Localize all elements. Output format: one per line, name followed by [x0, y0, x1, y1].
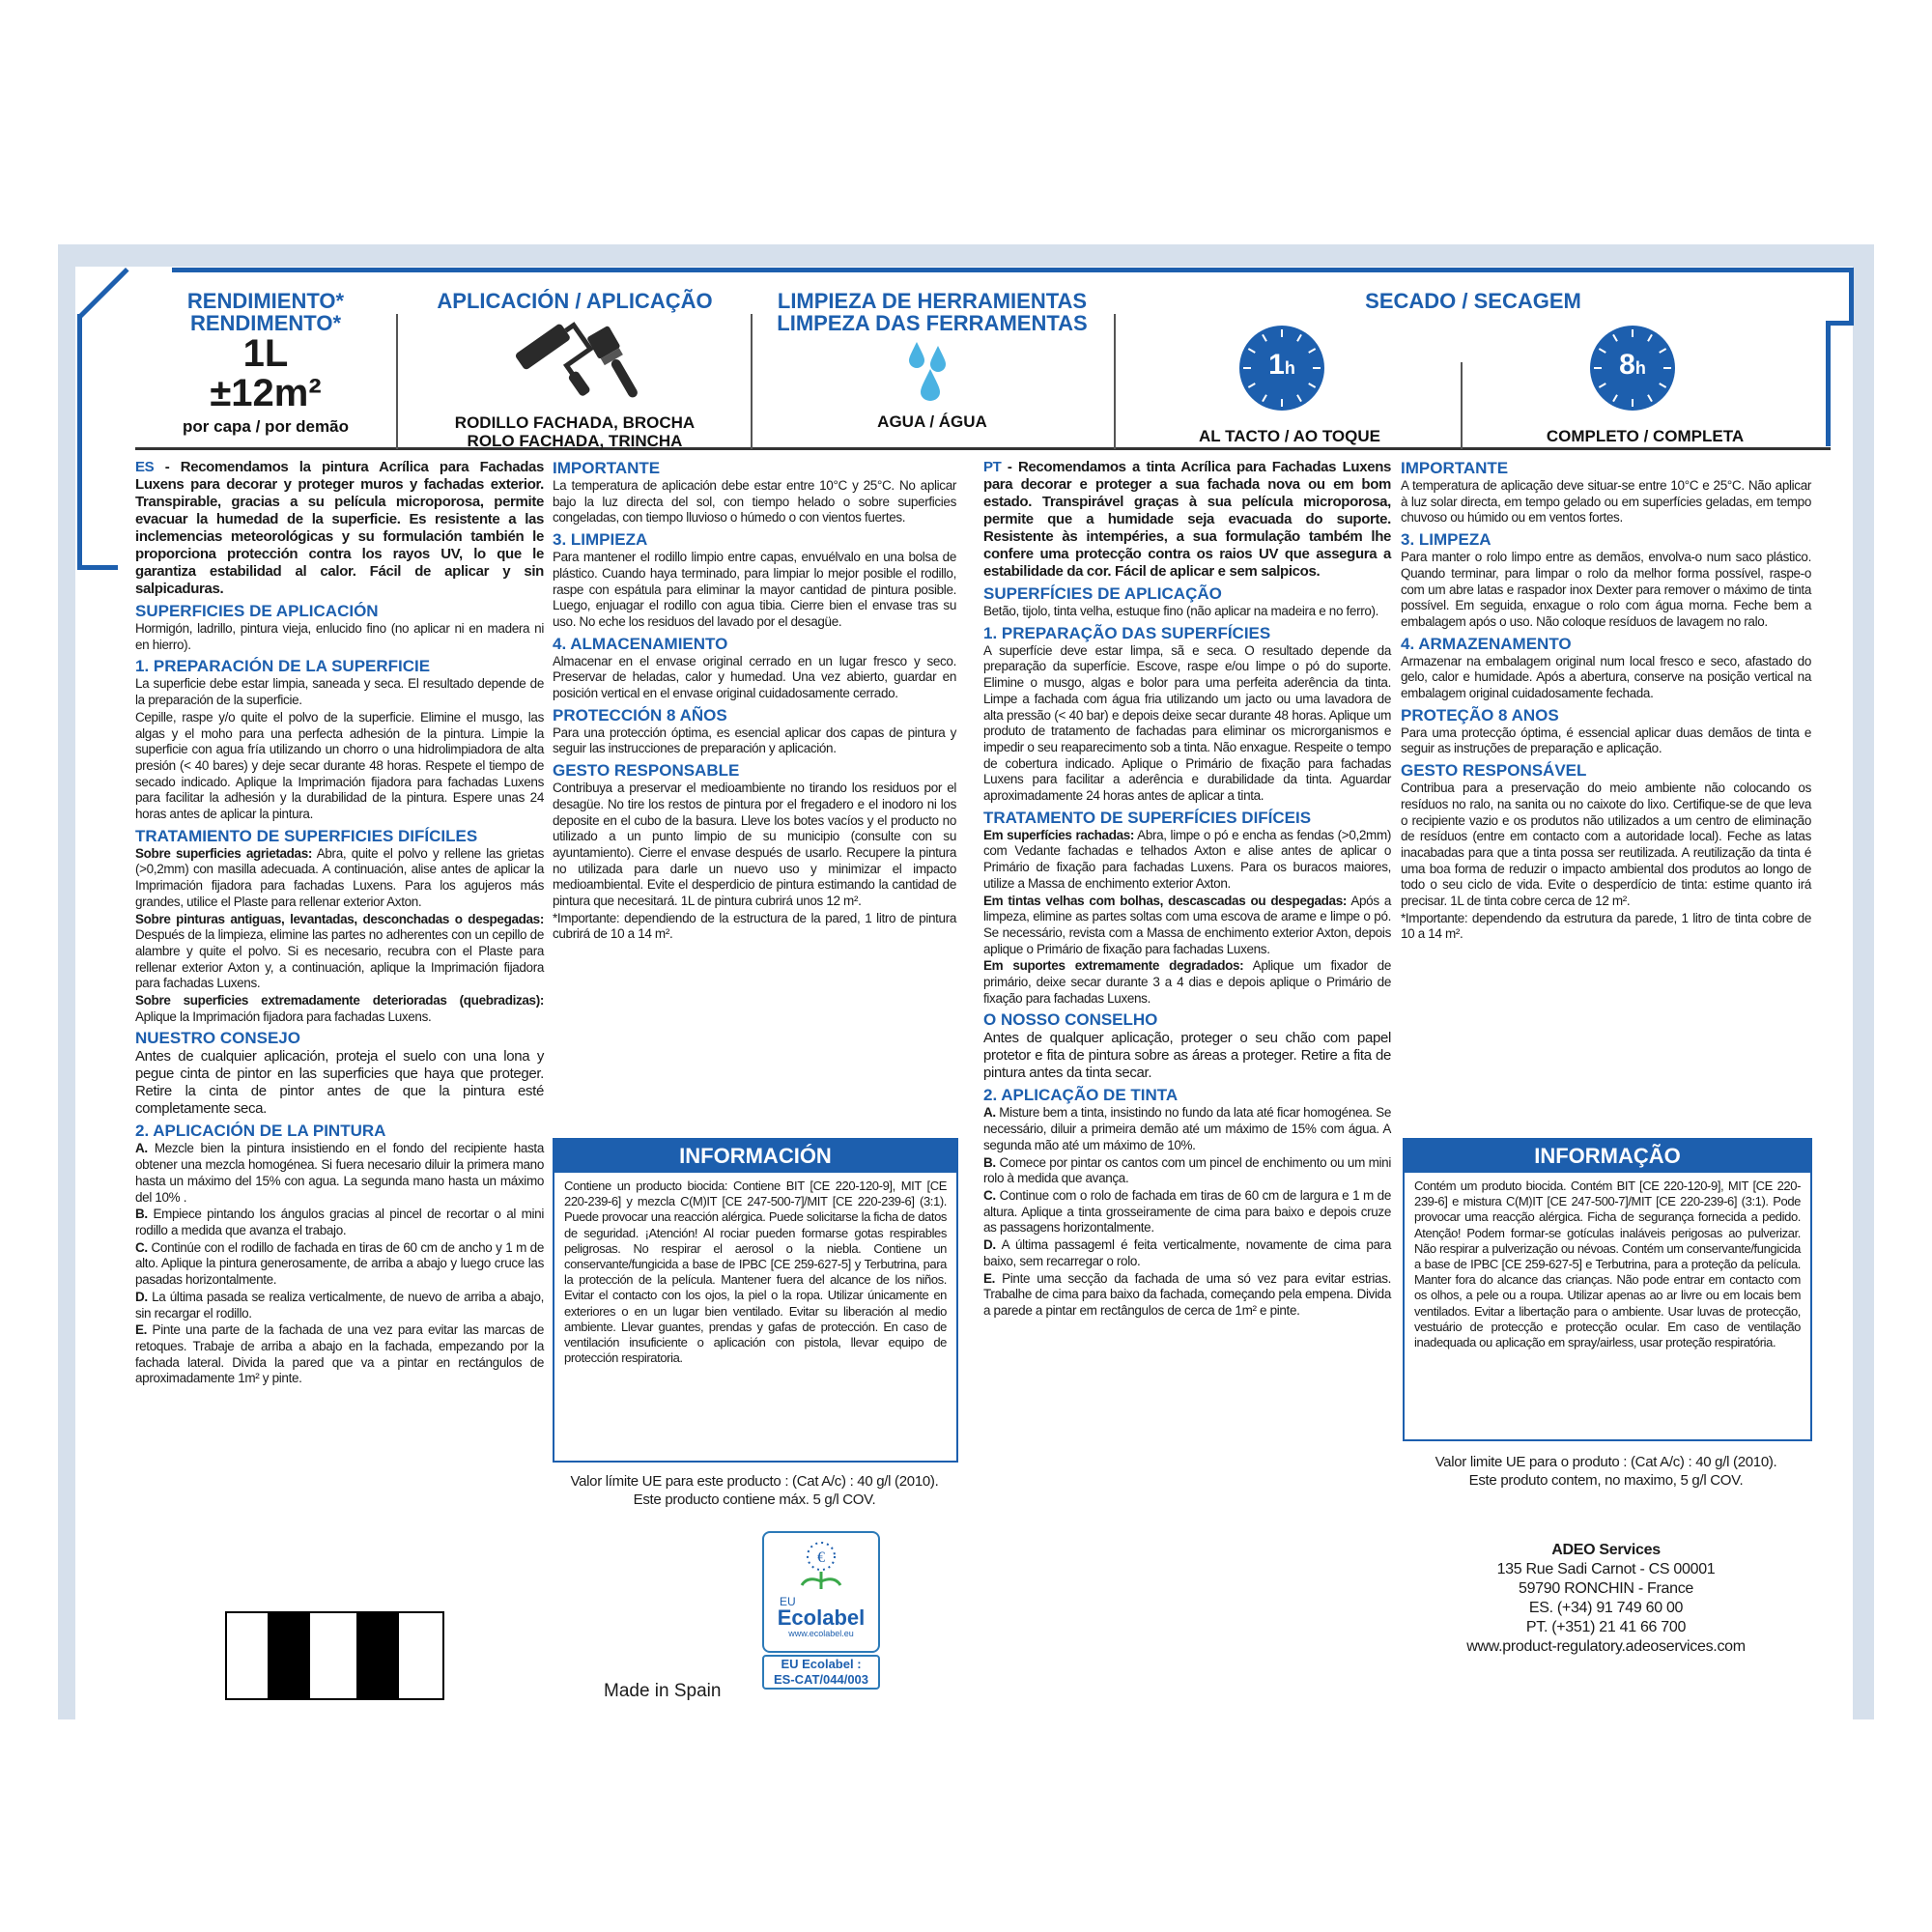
pt-storage: Armazenar na embalagem original num local fresco e seco, afastado do gelo, calor e humidade. Após a abertura, conserve na posição vertical na embalagem original cuidadosamente fechada.: [1401, 653, 1811, 701]
clock-tick: [1308, 383, 1316, 388]
yield-title-es: RENDIMIENTO*: [186, 289, 345, 313]
yield-cell: [140, 290, 391, 444]
es-info-text: Contiene un producto biocida: Contiene BIT [CE 220-120-9], MIT [CE 220-239-6] y mezcla C(M)IT [CE 247-500-7]/MIT [CE 220-239-6] (3:1). Puede provocar una reacción alérgica. Puede solicitarse la ficha de datos de seguridad. ¡Atención! Al rociar pueden formarse gotas respirables peligrosas. No respirar el aerosol o la niebla. Contiene un conservante/fungicida a base de IPBC [CE 259-627-5] y Terbutrina, para la protección de la película. Mantener fuera del alcance de los niños. Evitar el contacto con los ojos, la piel o la ropa. Utilizar únicamente en exteriores o en un lugar bien ventilado. Evitar su liberación al medio ambiente. Llevar guantes, prendas y gafas de protección. En caso de ventilación insuficiente o aplicación con pistola, llevar equipo de protección respiratoria.: [564, 1179, 947, 1366]
company-street: 135 Rue Sadi Carnot - CS 00001: [1496, 1561, 1716, 1577]
pt-column-2: [1401, 459, 1811, 944]
es-cracked: Abra, quite el polvo y rellene las grietas (>0,2mm) con masilla adecuada. A continuación, alise antes de aplicar la Imprimación fijadora para fachadas Luxens. Para los agujeros más grandes, utilice el Plaste para rellenar exterior Axton.: [135, 845, 544, 909]
pt-damaged: Aplique um fixador de primário, deixe secar durante 3 a 4 dias e depois aplique o Primário de fixação para fachadas Luxens.: [983, 958, 1391, 1006]
pt-advice: Antes de qualquer aplicação, proteger o seu chão com papel protetor e fita de pintura sobre as áreas a proteger. Retire a fita de pintura antes da tinta secar.: [983, 1030, 1391, 1082]
es-protection-title: PROTECCIÓN 8 AÑOS: [553, 705, 727, 724]
application-tools-es: RODILLO FACHADA, BROCHA: [454, 413, 696, 432]
clock-tick: [1632, 399, 1634, 407]
es-column-2: [553, 459, 956, 944]
clock-tick: [1262, 394, 1267, 402]
es-step-e-label: E.: [135, 1322, 148, 1338]
clock-tick: [1296, 394, 1302, 402]
pt-advice-title: O NOSSO CONSELHO: [983, 1010, 1158, 1030]
pt-apply-title: 2. APLICAÇÃO DE TINTA: [983, 1086, 1179, 1105]
clock-tick: [1262, 334, 1267, 342]
company-name: ADEO Services: [1551, 1542, 1661, 1558]
header-separator: [396, 314, 398, 449]
clock-tick: [1632, 329, 1634, 337]
es-old-label: Sobre pinturas antiguas, levantadas, desconchadas o despegadas:: [135, 911, 544, 926]
pt-important: A temperatura de aplicação deve situar-se entre 10°C e 25°C. Não aplicar à luz solar directa, em tempo gelado ou em superfícies geladas, em tempo chuvoso ou húmido ou em ventos fortes.: [1401, 478, 1811, 526]
full-dry-label: COMPLETO / COMPLETA: [1546, 427, 1745, 445]
pt-gesture-title: GESTO RESPONSÁVEL: [1401, 761, 1587, 781]
touch-dry-hours: 1: [1268, 349, 1285, 381]
clock-tick: [1663, 367, 1671, 369]
pt-step-e: Pinte uma secção da fachada de uma só vez para evitar estrias. Trabalhe de cima para baixo da fachada, começando pela empena. Divida a parede a pintar em rectângulos de cerca de 1m² e pinte.: [983, 1270, 1391, 1318]
clock-tick: [1243, 367, 1251, 369]
header-separator: [1114, 314, 1116, 449]
pt-clean-title: 3. LIMPEZA: [1401, 530, 1492, 550]
es-step-d-label: D.: [135, 1289, 148, 1304]
application-title: APLICACIÓN / APLICAÇÃO: [437, 289, 713, 313]
pt-gesture: Contribua para a preservação do meio ambiente não colocando os resíduos no ralo, na sanita ou no caixote do lixo. Certifique-se de que leva o recipiente vazio e os produtos não utilizados a um centro de eliminação de resíduos (entre em contacto com a autoridade local). Feche as latas inacabadas para que a tinta possa ser reutilizada. A reutilização da tinta é uma boa forma de reduzir o impacto ambiental dos produtos ao longo de todo o seu ciclo de vida. Evite o desperdício de tinta: estime quanto irá precisar. 1L de tinta cobre cerca de 12 m².: [1401, 781, 1811, 909]
barcode: [225, 1611, 444, 1700]
pt-info-title: INFORMAÇÃO: [1405, 1140, 1810, 1173]
ecolabel-reg-title: EU Ecolabel :: [781, 1657, 862, 1671]
header-separator: [751, 314, 753, 449]
es-voc-limit: Valor límite UE para este producto : (Cat A/c) : 40 g/l (2010).: [570, 1473, 939, 1490]
made-in-spain: Made in Spain: [604, 1681, 722, 1701]
pt-storage-title: 4. ARMAZENAMENTO: [1401, 634, 1572, 653]
pt-note: *Importante: dependendo da estrutura da parede, 1 litro de tinta cobre de 10 a 14 m².: [1401, 910, 1811, 942]
outline-step: [77, 565, 118, 570]
pt-protection: Para uma protecção óptima, é essencial aplicar duas demãos de tinta e seguir as instruções de preparação e aplicação.: [1401, 724, 1811, 756]
es-surfaces-title: SUPERFICIES DE APLICACIÓN: [135, 602, 379, 620]
pt-step-d: A última passageml é feita verticalmente, novamente de cima para baixo, sem recarregar o rolo.: [983, 1237, 1391, 1268]
pt-voc-limit: Valor limite UE para o produto : (Cat A/c) : 40 g/l (2010).: [1435, 1454, 1777, 1470]
pt-prep: A superfície deve estar limpa, sã e seca. O resultado depende da preparação da superfície. Escove, raspe e/ou limpe o pó do suporte. Elimine o musgo, algas e bolor para uma perfeita aderência da tinta. Limpe a fachada com água fria utilizando um jacto ou uma lavadora de alta pressão (< 40 bar) e depois deixe secar durante 48 horas. Aplique um produto de tratamento de fachadas para eliminar os microrganismos e impedir o seu reaparecimento sob a tinta. Não enxague. Respeite o tempo de cobertura indicado. Aplique o Primário de fixação para fachadas Luxens para facilitar a aderência e durabilidade da tinta. Aguardar aproximadamente 24 horas antes de aplicar a tinta.: [983, 642, 1391, 804]
pt-code: PT: [983, 459, 1002, 475]
pt-surfaces: Betão, tijolo, tinta velha, estuque fino (não aplicar na madeira e no ferro).: [983, 604, 1379, 618]
company-address: [1401, 1541, 1811, 1657]
application-cell: [406, 289, 744, 450]
pt-old: Após a limpeza, elimine as partes soltas com uma escova de arame e limpe o pó. Se necessário, revista com a Massa de enchimento exterior Axton, depois aplique o Primário de fixação para fachadas Luxens.: [983, 893, 1391, 956]
pt-surfaces-title: SUPERFÍCIES DE APLICAÇÃO: [983, 584, 1222, 603]
es-step-b-label: B.: [135, 1207, 148, 1222]
clock-tick: [1281, 399, 1283, 407]
es-step-c-label: C.: [135, 1239, 148, 1255]
ecolabel-url: www.ecolabel.eu: [788, 1629, 854, 1638]
es-prep-2: Cepille, raspe y/o quite el polvo de la superficie. Elimine el musgo, las algas y el moho para una perfecta adhesión de la pintura. Limpie la superficie con agua fría utilizando un chorro o una hidrolimpiadora de alta presión (< 40 bares) y deje secar durante 48 horas. Respete el tiempo de secado indicado. Aplique la Imprimación fijadora para fachadas Luxens para facilitar la adhesión y la durabilidad de la pintura. Espere unas 24 horas antes de aplicar la pintura.: [135, 709, 544, 822]
clock-tick: [1599, 383, 1606, 388]
es-surfaces: Hormigón, ladrillo, pintura vieja, enlucido fino (no aplicar ni en madera ni en hierro).: [135, 621, 544, 652]
pt-step-b: Comece por pintar os cantos com um pincel de enchimento ou um mini rolo à medida que avança.: [983, 1154, 1391, 1186]
es-code: ES: [135, 459, 155, 475]
clock-tick: [1296, 334, 1302, 342]
clock-tick: [1281, 329, 1283, 337]
es-gesture: Contribuya a preservar el medioambiente no tirando los residuos por el desagüe. No tire los restos de pintura por el fregadero e el inodoro ni los deposite en el cubo de la basura. Lleve los botes vacíos y el producto no utilizado a un punto limpio de su municipio (consulte con su ayuntamiento). Cierre el envase después de usarlo. Recupere la pintura no utilizada para darle un nuevo uso y minimizar el impacto medioambiental. Evite el desperdicio de pintura estimando la cantidad de pintura que necesitará. 1L de pintura cubrirá unos 12 m².: [553, 781, 956, 909]
cleaning-title-es: LIMPIEZA DE HERRAMIENTAS: [777, 289, 1088, 313]
pt-intro: - Recomendamos a tinta Acrílica para Fachadas Luxens para decorar e proteger a sua fachada nova ou em bom estado. Transpirável graças à sua película microporosa, permite que a humidade seja evacuada do suporte. Resistente às intempéries, a sua formulação também lhe confere uma protecção contra os raios UV que assegura a estabilidade da cor. Fácil de aplicar e sem salpicos.: [983, 459, 1391, 580]
outline-right-top: [1849, 268, 1854, 326]
es-note: *Importante: dependiendo de la estructura de la pared, 1 litro de pintura cubrirá de 10 a 14 m².: [553, 910, 956, 942]
drying-cell: [1121, 290, 1826, 444]
pt-step-b-label: B.: [983, 1154, 996, 1170]
full-dry-hours: 8: [1619, 349, 1635, 381]
es-clean-title: 3. LIMPIEZA: [553, 530, 648, 550]
es-apply-title: 2. APLICACIÓN DE LA PINTURA: [135, 1122, 386, 1141]
clock-tick: [1612, 334, 1618, 342]
es-damaged: Aplique la Imprimación fijadora para fachadas Luxens.: [135, 1009, 432, 1024]
company-phone-pt: PT. (+351) 21 41 66 700: [1525, 1619, 1687, 1635]
svg-text:€: €: [817, 1549, 825, 1566]
pt-difficult-title: TRATAMENTO DE SUPERFÍCIES DIFÍCEIS: [983, 808, 1312, 827]
ecolabel-logo: [762, 1531, 880, 1653]
es-prep-1: La superficie debe estar limpia, saneada y seca. El resultado depende de la preparación de la superficie.: [135, 676, 544, 708]
outline-right: [1826, 321, 1831, 446]
es-step-a-label: A.: [135, 1141, 148, 1156]
ecolabel-name: Ecolabel: [777, 1605, 866, 1630]
ecolabel-reg-number: ES-CAT/044/003: [773, 1672, 869, 1687]
cleaning-label: AGUA / ÁGUA: [877, 412, 987, 431]
pt-info-box: [1403, 1138, 1812, 1441]
drying-title: SECADO / SECAGEM: [1365, 289, 1581, 313]
es-intro: - Recomendamos la pintura Acrílica para Fachadas Luxens para decorar y proteger muros y fachadas exterior. Transpirable, gracias a su película microporosa, permite evacuar la humedad de la superficie. Es resistente a las inclemencias meteorológicas y su formulación también le proporciona protección contra los rayos UV, lo que le garantiza estabilidad al calor. Fácil de aplicar y sin salpicaduras.: [135, 459, 544, 597]
touch-dry-label: AL TACTO / AO TOQUE: [1199, 427, 1380, 445]
es-gesture-title: GESTO RESPONSABLE: [553, 761, 740, 781]
pt-step-d-label: D.: [983, 1237, 996, 1253]
clock-tick: [1313, 367, 1321, 369]
es-clean: Para mantener el rodillo limpio entre capas, envuélvalo en una bolsa de plástico. Cuando haya terminado, para limpiar lo mejor posible el rodillo, raspe con espátula para eliminar la mayor cantidad de pintura posible. Luego, enjuagar el rodillo con agua tibia. Cierre bien el envase tras su uso. No eche los residuos del lavado por el desagüe.: [553, 550, 956, 629]
pt-old-label: Em tintas velhas com bolhas, descascadas ou despegadas:: [983, 893, 1348, 908]
es-column-1: [135, 459, 544, 1388]
clock-tick: [1647, 394, 1653, 402]
pt-voc-content: Este produto contem, no maximo, 5 g/l COV.: [1468, 1472, 1744, 1489]
full-dry-unit: h: [1634, 358, 1646, 378]
pt-step-a: Misture bem a tinta, insistindo no fundo da lata até ficar homogénea. Se necessário, diluir a primeira demão até um máximo de 15% com água. A segunda mão até um máximo de 10%.: [983, 1105, 1391, 1152]
yield-area: ±12m²: [210, 372, 322, 414]
es-old: Después de la limpieza, elimine las partes no adherentes con un cepillo de alambre y quite el polvo. Si es necesario, recubra con el Plaste para rellenar exterior Axton y, a continuación, aplique la Imprimación fijadora para fachadas Luxens.: [135, 927, 544, 991]
eu-flower-icon: [787, 1537, 855, 1591]
company-phone-es: ES. (+34) 91 749 60 00: [1528, 1600, 1684, 1616]
es-step-c: Continúe con el rodillo de fachada en tiras de 60 cm de ancho y 1 m de alto. Aplique la pintura generosamente, de arriba a abajo y luego cruce las pasadas horizontalmente.: [135, 1239, 544, 1288]
pt-step-c: Continue com o rolo de fachada em tiras de 60 cm de largura e 1 m de altura. Aplique a tinta grosseiramente de cima para baixo e depois cruze as passagens horizontalmente.: [983, 1187, 1391, 1236]
es-info-box: [553, 1138, 958, 1463]
pt-voc: [1401, 1453, 1811, 1490]
pt-step-c-label: C.: [983, 1187, 996, 1203]
pt-cracked-label: Em superfícies rachadas:: [983, 827, 1135, 842]
clock-1h-icon: [1239, 326, 1324, 411]
ecolabel-registration: [762, 1655, 880, 1690]
cleaning-cell: [758, 290, 1106, 444]
es-important: La temperatura de aplicación debe estar entre 10°C y 25°C. No aplicar bajo la luz directa del sol, con tiempo helado o sobre superficies congeladas, con tiempo lluvioso o húmedo o con vientos fuertes.: [553, 478, 956, 526]
application-tools-pt: ROLO FACHADA, TRINCHA: [467, 432, 683, 450]
yield-title-pt: RENDIMENTO*: [189, 311, 342, 335]
pt-clean: Para manter o rolo limpo entre as demãos, envolva-o num saco plástico. Quando terminar, para limpar o rolo da melhor forma possível, raspe-o com um abre latas e raspador inox Dexter para remover o máximo de tinta possível. Em seguida, enxague o rolo com água morna. Feche bem a embalagem após o uso. Não coloque resíduos de lavagem no ralo.: [1401, 550, 1811, 629]
ecolabel-eu: EU: [780, 1595, 796, 1608]
header-bottom-line: [135, 447, 1831, 450]
clock-tick: [1647, 334, 1653, 342]
pt-damaged-label: Em suportes extremamente degradados:: [983, 958, 1244, 974]
yield-per-coat: por capa / por demão: [183, 417, 349, 436]
pt-prep-title: 1. PREPARAÇÃO DAS SUPERFÍCIES: [983, 623, 1271, 642]
company-website[interactable]: www.product-regulatory.adeoservices.com: [1466, 1638, 1746, 1655]
es-step-a: Mezcle bien la pintura insistiendo en el fondo del recipiente hasta obtener una mezcla homogénea. Si fuera necesario diluir la primera mano hasta un máximo del 15% con agua. La segunda mano hasta un máximo del 10% .: [135, 1141, 544, 1205]
es-voc: [553, 1472, 956, 1509]
es-advice-title: NUESTRO CONSEJO: [135, 1029, 300, 1048]
outline-top: [172, 268, 1853, 272]
outline-left: [77, 314, 82, 570]
pt-column-1: [983, 459, 1391, 1321]
pt-protection-title: PROTEÇÃO 8 ANOS: [1401, 705, 1559, 724]
es-voc-content: Este producto contiene máx. 5 g/l COV.: [633, 1492, 876, 1508]
es-prep-title: 1. PREPARACIÓN DE LA SUPERFICIE: [135, 657, 431, 676]
roller-and-brush-icon: [507, 318, 642, 405]
es-storage-title: 4. ALMACENAMIENTO: [553, 634, 728, 653]
pt-step-e-label: E.: [983, 1270, 996, 1286]
yield-volume: 1L: [242, 332, 289, 375]
pt-info-text: Contém um produto biocida. Contém BIT [CE 220-120-9], MIT [CE 220-239-6] e mistura C(M)IT [CE 247-500-7]/MIT [CE 220-239-6] (3:1). Pode provocar uma reacção alérgica. Ficha de segurança fornecida a pedido. Atenção! Podem formar-se gotículas inaláveis perigosas ao pulverizar. Não respirar a pulverização ou névoas. Contém um conservante/fungicida a base de IPBC [CE 259-627-5] e Terbutrina, para a proteção da película. Manter fora do alcance das crianças. Não pode entrar em contacto com os olhos, a pele ou a roupa. Utilizar apenas ao ar livre ou em locais bem ventilados. Evitar a libertação para o ambiente. Usar luvas de protecção, vestuário de protecção e protecção ocular. Em caso de ventilação inadequada ou aplicação em spray/airless, usar proteção respiratória.: [1414, 1179, 1801, 1350]
es-storage: Almacenar en el envase original cerrado en un lugar fresco y seco. Preservar de heladas, calor y humedad. Una vez abierto, guardar en posición vertical en el envase original cuidadosamente cerrado.: [553, 653, 956, 701]
touch-dry-unit: h: [1284, 358, 1295, 378]
clock-8h-icon: [1590, 326, 1675, 411]
company-city: 59790 RONCHIN - France: [1518, 1580, 1694, 1597]
clock-tick: [1248, 383, 1256, 388]
es-cracked-label: Sobre superficies agrietadas:: [135, 845, 313, 861]
es-step-b: Empiece pintando los ángulos gracias al pincel de recortar o al mini rodillo a medida que avanza el trabajo.: [135, 1207, 544, 1237]
pt-important-title: IMPORTANTE: [1401, 459, 1509, 477]
es-difficult-title: TRATAMIENTO DE SUPERFICIES DIFÍCILES: [135, 826, 478, 845]
pt-cracked: Abra, limpe o pó e encha as fendas (>0,2mm) com Vedante fachadas e telhados Axton e alise antes de aplicar o Primário de fixação para fachadas Luxens. Para os buracos maiores, utilize a Massa de enchimento exterior Axton.: [983, 827, 1391, 891]
header-separator: [1461, 362, 1463, 449]
clock-tick: [1594, 367, 1602, 369]
clock-tick: [1659, 383, 1666, 388]
water-drops-icon: [903, 340, 961, 402]
pt-step-a-label: A.: [983, 1105, 996, 1121]
clock-tick: [1612, 394, 1618, 402]
es-damaged-label: Sobre superficies extremadamente deterioradas (quebradizas):: [135, 993, 544, 1009]
cleaning-title-pt: LIMPEZA DAS FERRAMENTAS: [777, 311, 1088, 335]
es-step-e: Pinte una parte de la fachada de una vez para evitar las marcas de retoques. Trabaje de arriba a abajo en la fachada, empezando por la fachada lateral. Divida la pared que va a pintar en rectángulos de aproximadamente 1m² y pinte.: [135, 1322, 544, 1386]
es-advice: Antes de cualquier aplicación, proteja el suelo con una lona y pegue cinta de pintor en las superficies que haya que proteger. Retire la cinta de pintor antes de que la pintura esté completamente seca.: [135, 1048, 544, 1118]
es-info-title: INFORMACIÓN: [554, 1140, 956, 1173]
es-important-title: IMPORTANTE: [553, 459, 661, 477]
es-step-d: La última pasada se realiza verticalmente, de nuevo de arriba a abajo, sin recargar el rodillo.: [135, 1289, 544, 1321]
es-protection: Para una protección óptima, es esencial aplicar dos capas de pintura y seguir las instrucciones de preparación y aplicación.: [553, 724, 956, 756]
